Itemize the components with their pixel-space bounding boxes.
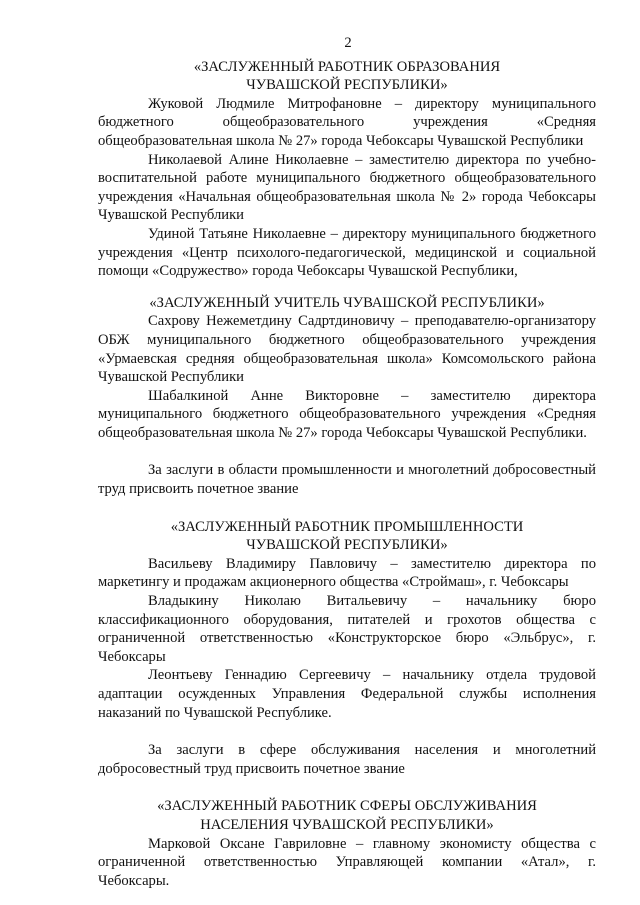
section-title: «ЗАСЛУЖЕННЫЙ РАБОТНИК СФЕРЫ ОБСЛУЖИВАНИЯ	[157, 798, 537, 815]
section-industry	[98, 518, 596, 723]
award-entry: Николаевой Алине Николаевне – заместителю директора по учебно-воспитательной работе муниципального бюджетного общеобразовательного учреждения «Начальная общеобразовательная школа № 2» города Чебоксары Чувашской Республики	[98, 151, 596, 224]
decree-intro-industry: За заслуги в области промышленности и многолетний добросовестный труд присвоить почетное звание	[98, 462, 596, 498]
award-entry: Марковой Оксане Гавриловне – главному экономисту общества с ограниченной ответственностью Управляющей компании «Атал», г. Чебоксары.	[98, 835, 596, 889]
award-entry: Владыкину Николаю Витальевичу – начальнику бюро классификационного оборудования, питателей и грохотов общества с ограниченной ответственностью «Конструкторское бюро «Эльбрус», г. Чебоксары	[98, 593, 596, 665]
award-entry: Шабалкиной Анне Викторовне – заместителю директора муниципального бюджетного общеобразовательного учреждения «Средняя общеобразовательная школа № 27» города Чебоксары Чувашской Республики.	[98, 387, 596, 441]
section-title: «ЗАСЛУЖЕННЫЙ УЧИТЕЛЬ ЧУВАШСКОЙ РЕСПУБЛИКИ»	[149, 294, 545, 311]
section-teacher	[98, 294, 596, 443]
award-entry: Сахрову Нежеметдину Садртдиновичу – преподавателю-организатору ОБЖ муниципального бюджетного общеобразовательного учреждения «Урмаевская средняя общеобразовательная школа» Комсомольского района Чувашской Республики	[98, 313, 596, 386]
section-title: ЧУВАШСКОЙ РЕСПУБЛИКИ»	[246, 77, 448, 94]
decree-intro-service: За заслуги в сфере обслуживания населения и многолетний добросовестный труд присвоить почетное звание	[98, 742, 596, 777]
section-title: НАСЕЛЕНИЯ ЧУВАШСКОЙ РЕСПУБЛИКИ»	[200, 816, 494, 833]
section-title: «ЗАСЛУЖЕННЫЙ РАБОТНИК ПРОМЫШЛЕННОСТИ	[170, 518, 524, 535]
section-education	[98, 58, 596, 281]
document-page	[98, 34, 596, 890]
section-title: ЧУВАШСКОЙ РЕСПУБЛИКИ»	[246, 537, 448, 554]
section-title: «ЗАСЛУЖЕННЫЙ РАБОТНИК ОБРАЗОВАНИЯ	[193, 58, 501, 75]
award-entry: Удиной Татьяне Николаевне – директору муниципального бюджетного учреждения «Центр психолого-педагогической, медицинской и социальной помощи «Содружество» города Чебоксары Чувашской Республики,	[98, 225, 596, 280]
award-entry: Леонтьеву Геннадию Сергеевичу – начальнику отдела трудовой адаптации осужденных Управления Федеральной службы исполнения наказаний по Чувашской Республике.	[98, 667, 596, 721]
award-entry: Жуковой Людмиле Митрофановне – директору муниципального бюджетного общеобразовательного учреждения «Средняя общеобразовательная школа № 27» города Чебоксары Чувашской Республики	[98, 95, 596, 149]
award-entry: Васильеву Владимиру Павловичу – заместителю директора по маркетингу и продажам акционерного общества «Строймаш», г. Чебоксары	[98, 555, 596, 591]
section-service	[98, 797, 596, 890]
page-number: 2	[344, 35, 352, 51]
